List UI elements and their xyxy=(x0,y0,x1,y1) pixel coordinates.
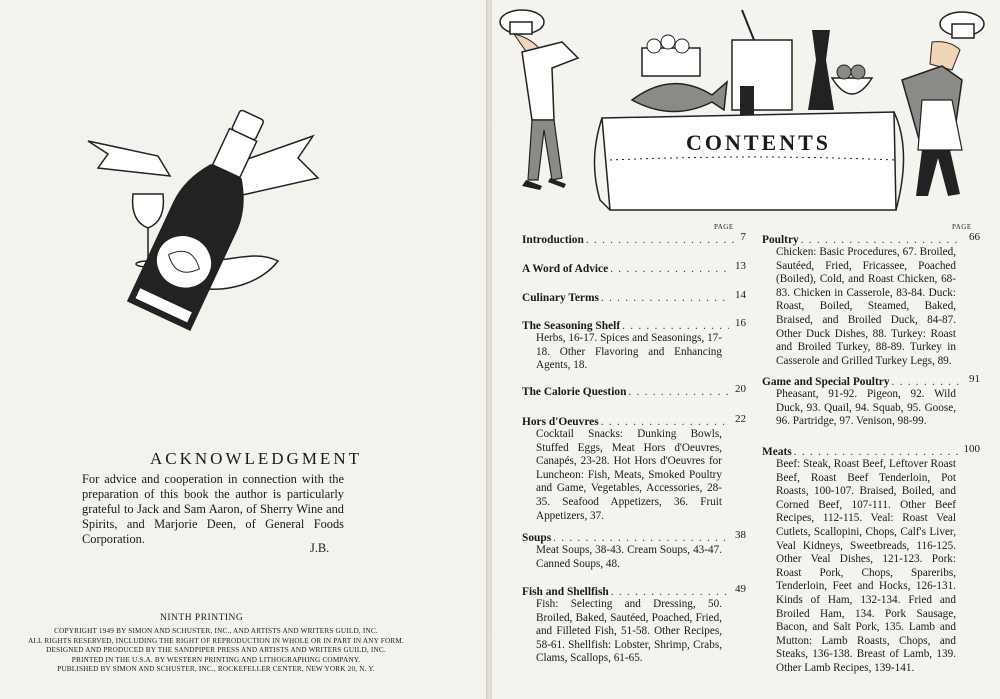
toc-page-number: 22 xyxy=(735,413,746,425)
toc-page-number: 66 xyxy=(969,231,980,243)
toc-entry-calorie-question xyxy=(522,383,746,398)
toc-entry-subtopics: Fish: Selecting and Dressing, 50. Broiled, Baked, Sautéed, Poached, Fried, and Filleted Fish, 51-58. Other Recipes, 58-61. Shellfish: Lobster, Shrimp, Crabs, Clams, Scallops, 61-65. xyxy=(536,598,722,665)
acknowledgment-body: For advice and cooperation in connection with the preparation of this book the author is particularly grateful to Jack and Sam Aaron, of Sherry Wine and Spirits, and Marjorie Deen, of General Foods Corporation. xyxy=(82,472,344,546)
leader-dots xyxy=(794,446,958,458)
toc-entry-word-of-advice xyxy=(522,260,746,275)
toc-entry-title: The Seasoning Shelf xyxy=(522,320,621,332)
leader-dots xyxy=(601,416,729,428)
toc-page-number: 38 xyxy=(735,529,746,541)
toc-entry-subtopics: Cocktail Snacks: Dunking Bowls, Stuffed Eggs, Meat Hors d'Oeuvres, Canapés, 23-28. Hot Hors d'Oeuvres for Luncheon: Fish, Meats, Smoked Poultry and Game, Vegetables, Accessories, 28-35. Seafood Appetizers, 36. Fruit Appetizers, 37. xyxy=(536,428,722,522)
toc-page-number: 20 xyxy=(735,383,746,395)
leader-dots xyxy=(892,376,963,388)
toc-entry-subtopics: Meat Soups, 38-43. Cream Soups, 43-47. Canned Soups, 48. xyxy=(536,544,722,570)
copyright-line: DESIGNED AND PRODUCED BY THE SANDPIPER PRESS AND ARTISTS AND WRITERS GUILD, INC. xyxy=(46,646,386,655)
acknowledgment-signature: J.B. xyxy=(310,541,330,555)
toc-entry-title: Fish and Shellfish xyxy=(522,586,609,598)
toc-page-number: 13 xyxy=(735,260,746,272)
toc-entry-subtopics: Pheasant, 91-92. Pigeon, 92. Wild Duck, 93. Quail, 94. Squab, 95. Goose, 96. Partridge, 97. Venison, 98-99. xyxy=(776,388,956,428)
copyright-line: PUBLISHED BY SIMON AND SCHUSTER, INC., ROCKEFELLER CENTER, NEW YORK 20, N. Y. xyxy=(57,665,375,674)
contents-title: CONTENTS xyxy=(686,130,832,155)
wine-bottle-illustration xyxy=(78,96,328,346)
left-page xyxy=(0,0,488,699)
copyright-line: PRINTED IN THE U.S.A. BY WESTERN PRINTING AND LITHOGRAPHING COMPANY. xyxy=(71,655,361,664)
toc-entry-title: Game and Special Poultry xyxy=(762,376,890,388)
toc-page-number: 100 xyxy=(963,443,980,455)
leader-dots xyxy=(610,263,729,275)
toc-entry-hors-doeuvres xyxy=(522,413,746,523)
toc-entry-poultry xyxy=(762,231,980,368)
toc-entry-meats xyxy=(762,443,980,676)
toc-entry-subtopics: Chicken: Basic Procedures, 67. Broiled, Sautéed, Fried, Fricassee, Poached (Boiled), Cold, and Roast Chicken, 68-83. Chicken in Casserole, 83-84. Duck: Roast, Boiled, Steamed, Baked, Braised, and Broiled Duck, 84-87. Other Duck Dishes, 88. Turkey: Roast and Broiled Turkey, 88-89. Turkey in Casserole and Grilled Turkey Legs, 89. xyxy=(776,246,956,367)
page-column-heading: PAGE xyxy=(952,223,972,231)
toc-entry-seasoning-shelf xyxy=(522,317,746,373)
toc-page-number: 49 xyxy=(735,583,746,595)
toc-entry-title: Culinary Terms xyxy=(522,292,599,304)
toc-entry-culinary-terms xyxy=(522,289,746,304)
toc-entry-title: Meats xyxy=(762,446,792,458)
toc-entry-subtopics: Herbs, 16-17. Spices and Seasonings, 17-18. Other Flavoring and Enhancing Agents, 18. xyxy=(536,332,722,372)
copyright-line: COPYRIGHT 1949 BY SIMON AND SCHUSTER, INC., AND ARTISTS AND WRITERS GUILD, INC. xyxy=(54,627,378,635)
toc-entry-title: The Calorie Question xyxy=(522,386,627,398)
leader-dots xyxy=(611,586,729,598)
right-page xyxy=(492,0,1000,699)
toc-entry-title: Introduction xyxy=(522,234,584,246)
page-column-heading: PAGE xyxy=(714,223,734,231)
chefs-banner-illustration xyxy=(492,0,1000,212)
toc-page-number: 7 xyxy=(740,231,746,243)
leader-dots xyxy=(628,386,729,398)
leader-dots xyxy=(622,320,729,332)
printing-notice: NINTH PRINTING xyxy=(160,613,244,623)
copyright-block xyxy=(6,627,426,675)
toc-entry-title: Poultry xyxy=(762,234,799,246)
toc-entry-subtopics: Beef: Steak, Roast Beef, Leftover Roast Beef, Roast Beef Tenderloin, Pot Roasts, 100-107. Braised, Boiled, and Corned Beef, 107-111. Other Beef Recipes, 112-115. Veal: Roast Veal Cutlets, Scallopini, Chops, Calf's Liver, Veal Kidneys, Sweetbreads, 116-125. Other Veal Dishes, 121-123. Pork: Roast Pork, Chops, Spareribs, Tenderloin, Feet and Hocks, 126-131. Kinds of Ham, 132-134. Fried and Broiled Ham, 134. Pork Sausage, Bacon, and Salt Pork, 135. Lamb and Mutton: Lamb Roasts, Chops, and Steaks, 136-138. Breast of Lamb, 139. Other Lamb Recipes, 139-141. xyxy=(776,458,956,674)
leader-dots xyxy=(586,234,735,246)
toc-page-number: 14 xyxy=(735,289,746,301)
toc-page-number: 16 xyxy=(735,317,746,329)
toc-entry-introduction xyxy=(522,231,746,246)
acknowledgment-title: ACKNOWLEDGMENT xyxy=(150,449,362,468)
leader-dots xyxy=(601,292,729,304)
toc-entry-title: A Word of Advice xyxy=(522,263,609,275)
toc-entry-fish-shellfish xyxy=(522,583,746,666)
copyright-line: ALL RIGHTS RESERVED, INCLUDING THE RIGHT OF REPRODUCTION IN WHOLE OR IN PART IN ANY FORM. xyxy=(28,636,404,645)
toc-entry-soups xyxy=(522,529,746,571)
toc-page-number: 91 xyxy=(969,373,980,385)
toc-entry-game-special-poultry xyxy=(762,373,980,429)
toc-entry-title: Soups xyxy=(522,532,552,544)
leader-dots xyxy=(801,234,963,246)
toc-entry-title: Hors d'Oeuvres xyxy=(522,416,599,428)
leader-dots xyxy=(553,532,729,544)
